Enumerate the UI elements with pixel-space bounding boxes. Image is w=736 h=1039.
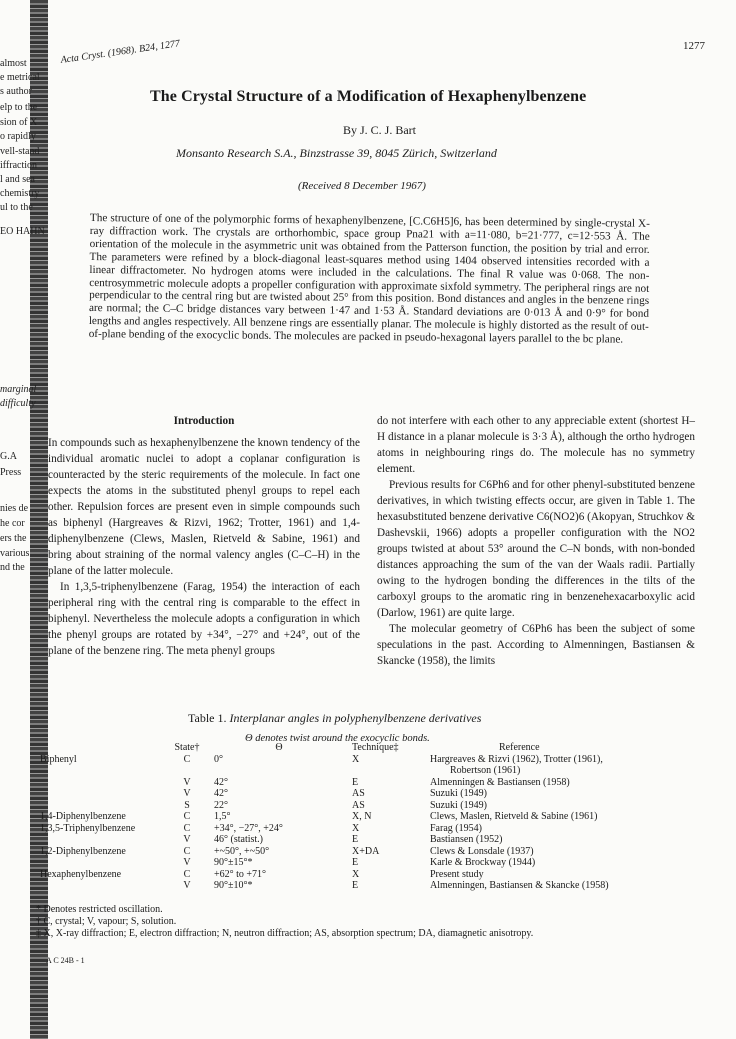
table-cell: Biphenyl: [40, 753, 77, 765]
margin-text: o rapidly: [0, 131, 36, 142]
data-table: [36, 742, 613, 892]
table-cell: Hexaphenylbenzene: [40, 868, 122, 880]
author-line: By J. C. J. Bart: [343, 123, 417, 137]
received-date: (Received 8 December 1967): [298, 180, 426, 192]
table-row: [36, 811, 613, 823]
table-row: [36, 765, 613, 777]
table-cell: V: [183, 857, 191, 868]
table-cell: +~50°, +~50°: [214, 845, 270, 857]
paragraph: Previous results for C6Ph6 and for other phenyl-substituted benzene derivatives, in which twisting effects occur, are given in Table 1. The hexasubstituted benzene derivative C6(NO2)6 (Akopyan, Struchkov & Dashevskii, 1966) adopts a propeller configuration with the NO2 groups twisted at about 53° around the C–N bonds, with non-bonded distances approaching the sum of the van der Waals radii. Partially owing to the hydrogen bonding the differences in the tilts of the carboxyl groups to the aromatic ring in benzenehexacarboxylic acid (Darlow, 1961) are quite large.: [377, 479, 695, 619]
table-notes: [36, 904, 533, 940]
table-cell: X: [352, 822, 360, 834]
table-cell: [348, 765, 426, 777]
table-row: [36, 846, 613, 858]
table-cell: X: [352, 753, 360, 765]
table-row: [36, 834, 613, 846]
left-column: [48, 413, 360, 659]
table-cell: [36, 765, 164, 777]
table-cell: 1,2-Diphenylbenzene: [40, 845, 126, 857]
table-header: [36, 742, 164, 754]
table-cell: Karle & Brockway (1944): [430, 857, 536, 868]
table-cell: [210, 765, 348, 777]
affiliation: Monsanto Research S.A., Binzstrasse 39, 8045 Zürich, Switzerland: [176, 146, 497, 160]
table-row: [36, 869, 613, 881]
table-cell: [36, 834, 164, 846]
margin-text: G.A: [0, 451, 17, 462]
table-cell: V: [183, 880, 191, 891]
table-cell: +34°, −27°, +24°: [214, 822, 283, 834]
margin-text: ul to the: [0, 202, 33, 213]
table-row: [36, 823, 613, 835]
table-cell: C: [183, 845, 191, 857]
table-cell: Hargreaves & Rizvi (1962), Trotter (1961),: [430, 753, 603, 765]
journal-reference: Acta Cryst. (1968). B24, 1277: [60, 38, 181, 66]
margin-text: he cor: [0, 518, 25, 529]
margin-text: e metrical: [0, 72, 40, 83]
paragraph: In compounds such as hexaphenylbenzene the known tendency of the individual aromatic nuclei to adopt a coplanar configuration is counteracted by the steric requirements of the molecule. In fact one expects the atoms in the substituted phenyl groups to repel each other. Repulsion forces are present even in simple compounds such as biphenyl (Hargreaves & Rizvi, 1962; Trotter, 1961) and 1,4-diphenylbenzene (Clews, Maslen, Rietveld & Sabine, 1961) and bring about straining of the normal valency angles (C–C–H) in the plane of the latter molecule.: [48, 437, 360, 577]
table-cell: +62° to +71°: [214, 868, 267, 880]
margin-text: elp to the: [0, 102, 38, 113]
page-number: 1277: [683, 40, 705, 52]
paragraph: In 1,3,5-triphenylbenzene (Farag, 1954) the interaction of each peripheral ring with the central ring is comparable to the effect in biphenyl. Nevertheless the molecule adopts a configuration in which the phenyl groups are rotated by +34°, −27° and +24°, out of the plane of the benzene ring. The meta phenyl groups: [48, 581, 360, 657]
table-cell: E: [352, 834, 359, 845]
table-cell: 1,4-Diphenylbenzene: [40, 811, 126, 822]
table-row: [36, 880, 613, 892]
table-cell: [36, 800, 164, 812]
page-footer: A C 24B - 1: [46, 956, 85, 965]
margin-text: difficulty: [0, 398, 36, 409]
table-cell: V: [183, 776, 191, 788]
paragraph: do not interfere with each other to any appreciable extent (shortest H–H distance in a planar molecule is 3·3 Å), although the ortho hydrogen atoms in neighbouring rings do. The molecule has no symmetry element.: [377, 415, 695, 475]
table-cell: Farag (1954): [430, 822, 482, 834]
footnote: * Denotes restricted oscillation.: [36, 904, 163, 915]
table-cell: E: [352, 776, 359, 788]
table-header-row: [36, 742, 613, 754]
table-cell: E: [352, 857, 359, 868]
table-cell: X+DA: [352, 845, 380, 857]
margin-text: various: [0, 548, 30, 559]
table-cell: Suzuki (1949): [430, 799, 487, 811]
margin-text: l and sea: [0, 174, 35, 185]
table-header: Technique‡: [352, 742, 399, 753]
table-cell: C: [183, 822, 191, 834]
table-row: [36, 754, 613, 766]
table-header: Reference: [499, 742, 540, 753]
table-title: Interplanar angles in polyphenylbenzene derivatives: [229, 711, 482, 725]
table-cell: X: [352, 868, 360, 880]
table-cell: E: [352, 880, 359, 891]
margin-text: s author: [0, 86, 32, 97]
table-cell: [164, 765, 210, 777]
table-cell: Clews, Maslen, Rietveld & Sabine (1961): [430, 811, 598, 822]
margin-text: marginal: [0, 384, 37, 395]
table-cell: [36, 857, 164, 869]
table-header: State†: [174, 742, 200, 753]
table-cell: 46° (statist.): [214, 834, 263, 845]
table-cell: 42°: [214, 776, 228, 788]
abstract: The structure of one of the polymorphic forms of hexaphenylbenzene, [C.C6H5]6, has been determined by single-crystal X-ray diffraction work. The crystals are orthorhombic, space group Pna21 with a=11·080, b=21·777, c=12·553 Å. The orientation of the molecule in the asymmetric unit was obtained from the Patterson function, the position by trial and error. The parameters were refined by a block-diagonal least-squares method using 1404 observed intensities recorded with a linear diffractometer. No hydrogen atoms were included in the calculations. The final R value was 0·068. The non-centrosymmetric molecule adopts a propeller configuration with approximate sixfold symmetry. The peripheral rings are not perpendicular to the central ring but are twisted about 25° from this position. Bond distances and angles in the benzene rings are normal; the C–C bridge distances vary between 1·47 and 1·53 Å. Standard deviations are 0·013 Å and 0·9° for bond lengths and angles respectively. All benzene rings are essentially planar. The molecule is highly distorted as the result of out-of-plane bending of the exocyclic bonds. The molecules are packed in pseudo-hexagonal layers parallel to the bc plane.: [88, 212, 650, 346]
margin-text: nies de: [0, 503, 29, 514]
table-cell: Clews & Lonsdale (1937): [430, 845, 534, 857]
table-cell: Bastiansen (1952): [430, 834, 503, 845]
table-cell: AS: [352, 788, 365, 799]
table-cell: 1,5°: [214, 811, 231, 822]
table-cell: Present study: [430, 868, 484, 880]
table-cell: 90°±10°*: [214, 880, 253, 891]
footnote: † C, crystal; V, vapour; S, solution.: [36, 916, 177, 927]
table-cell: V: [183, 788, 191, 799]
table-cell: S: [184, 799, 190, 811]
table-row: [36, 788, 613, 800]
table-cell: 22°: [214, 799, 228, 811]
margin-text: chemistry: [0, 188, 40, 199]
margin-text: almost: [0, 58, 27, 69]
table-row: [36, 800, 613, 812]
table-cell: C: [183, 753, 191, 765]
right-column: [377, 413, 695, 669]
paper-title: The Crystal Structure of a Modification of Hexaphenylbenzene: [150, 88, 587, 105]
table-caption: [188, 711, 481, 726]
table-subtitle: Θ denotes twist around the exocyclic bonds.: [245, 733, 430, 744]
margin-text: EO HAHN: [0, 226, 45, 237]
table-row: [36, 777, 613, 789]
table-cell: Robertson (1961): [450, 765, 521, 776]
table-header: Θ: [275, 742, 283, 753]
table-cell: 0°: [214, 753, 223, 765]
table-number: Table 1.: [188, 711, 227, 725]
table-cell: [36, 788, 164, 800]
margin-text: nd the: [0, 562, 25, 573]
footnote: ‡ X, X-ray diffraction; E, electron diffraction; N, neutron diffraction; AS, absorption spectrum; DA, diamagnetic anisotropy.: [36, 928, 534, 939]
margin-text: sion of X: [0, 117, 38, 128]
table-cell: V: [183, 834, 191, 845]
table-cell: AS: [352, 799, 365, 811]
table-cell: Suzuki (1949): [430, 788, 487, 799]
table-cell: C: [183, 868, 191, 880]
table-cell: [36, 880, 164, 892]
table-cell: C: [183, 811, 191, 822]
table-cell: [36, 777, 164, 789]
table-cell: X, N: [352, 811, 372, 822]
margin-text: iffraction: [0, 160, 38, 171]
table-cell: 42°: [214, 788, 228, 799]
table-cell: Almenningen, Bastiansen & Skancke (1958): [430, 880, 609, 891]
margin-text: vell-stand: [0, 146, 40, 157]
margin-text: Press: [0, 467, 22, 478]
table-cell: 90°±15°*: [214, 857, 253, 868]
table-cell: 1,3,5-Triphenylbenzene: [40, 822, 136, 834]
table-cell: Almenningen & Bastiansen (1958): [430, 776, 570, 788]
paragraph: The molecular geometry of C6Ph6 has been the subject of some speculations in the past. According to Almenningen, Bastiansen & Skancke (1958), the limits: [377, 623, 695, 667]
section-heading: Introduction: [173, 415, 235, 427]
margin-text: ers the: [0, 533, 27, 544]
table-row: [36, 857, 613, 869]
